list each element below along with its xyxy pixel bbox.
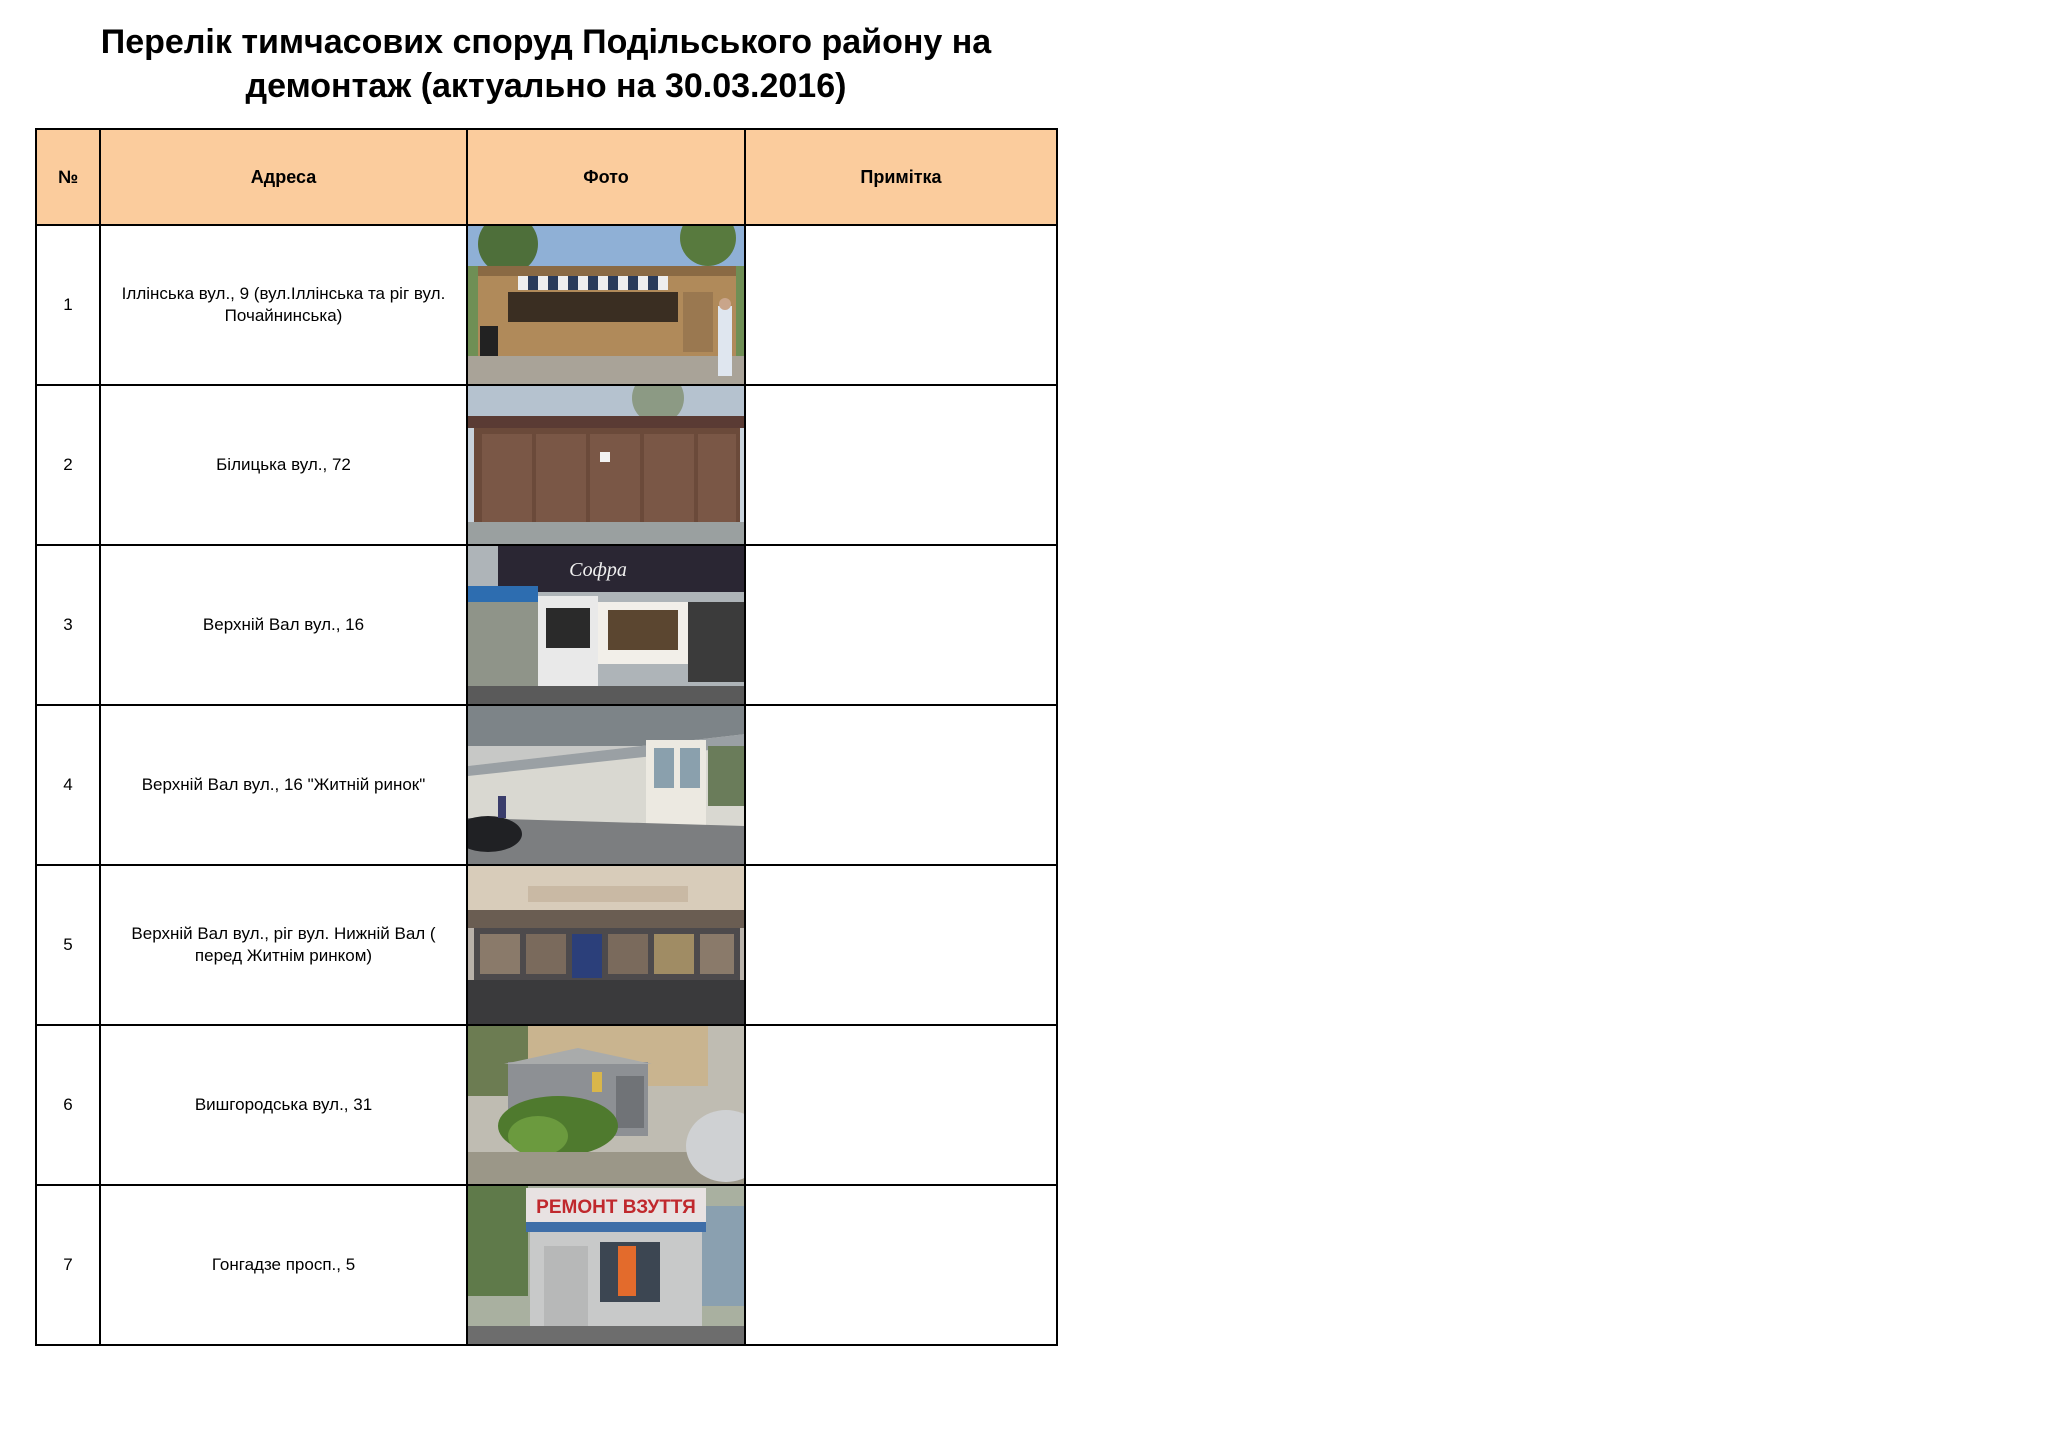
row-note: [745, 385, 1057, 545]
header-address: Адреса: [100, 129, 467, 225]
row-number: 1: [36, 225, 100, 385]
row-photo[interactable]: [467, 385, 745, 545]
photo-market-pavilion-wall: [468, 706, 745, 864]
row-photo[interactable]: [467, 225, 745, 385]
shoe-repair-sign-text: РЕМОНТ ВЗУТТЯ: [536, 1197, 696, 1218]
row-number: 3: [36, 545, 100, 705]
row-note: [745, 705, 1057, 865]
structures-table: [35, 128, 1058, 1346]
row-address: Вишгородська вул., 31: [100, 1025, 467, 1185]
page-title: [36, 20, 1056, 108]
table-header-row: [36, 129, 1057, 225]
row-photo[interactable]: [467, 865, 745, 1025]
row-number: 6: [36, 1025, 100, 1185]
row-photo[interactable]: [467, 545, 745, 705]
row-photo[interactable]: [467, 1185, 745, 1345]
row-photo[interactable]: [467, 1025, 745, 1185]
row-address: Верхній Вал вул., 16: [100, 545, 467, 705]
photo-kiosk-sofra-cafe: [468, 546, 745, 704]
row-address: Верхній Вал вул., ріг вул. Нижній Вал ( перед Житнім ринком): [100, 865, 467, 1025]
row-note: [745, 545, 1057, 705]
row-note: [745, 865, 1057, 1025]
table-row: [36, 1025, 1057, 1185]
row-number: 7: [36, 1185, 100, 1345]
row-photo[interactable]: [467, 705, 745, 865]
sofra-sign-text: Софра: [569, 559, 627, 581]
photo-glass-pavilion: [468, 866, 745, 1024]
table-row: [36, 1185, 1057, 1345]
header-note: Примітка: [745, 129, 1057, 225]
header-photo: Фото: [467, 129, 745, 225]
table-row: [36, 385, 1057, 545]
row-note: [745, 1185, 1057, 1345]
page-title-line-1: Перелік тимчасових споруд Подільського району на: [100, 23, 992, 61]
row-address: Білицька вул., 72: [100, 385, 467, 545]
row-address: Гонгадзе просп., 5: [100, 1185, 467, 1345]
page-title-line-2: демонтаж (актуально на 30.03.2016): [245, 67, 847, 105]
table-row: [36, 705, 1057, 865]
row-address: Іллінська вул., 9 (вул.Іллінська та ріг вул. Почайнинська): [100, 225, 467, 385]
row-number: 5: [36, 865, 100, 1025]
table-row: [36, 865, 1057, 1025]
photo-small-grey-kiosk-with-bush: [468, 1026, 745, 1184]
row-number: 4: [36, 705, 100, 865]
row-number: 2: [36, 385, 100, 545]
table-row: [36, 545, 1057, 705]
table-row: [36, 225, 1057, 385]
photo-kiosk-brown-shutters: [468, 386, 745, 544]
photo-kiosk-wooden-with-awning: [468, 226, 745, 384]
row-note: [745, 225, 1057, 385]
row-address: Верхній Вал вул., 16 "Житній ринок": [100, 705, 467, 865]
header-number: №: [36, 129, 100, 225]
photo-shoe-repair-kiosk: [468, 1186, 745, 1344]
row-note: [745, 1025, 1057, 1185]
